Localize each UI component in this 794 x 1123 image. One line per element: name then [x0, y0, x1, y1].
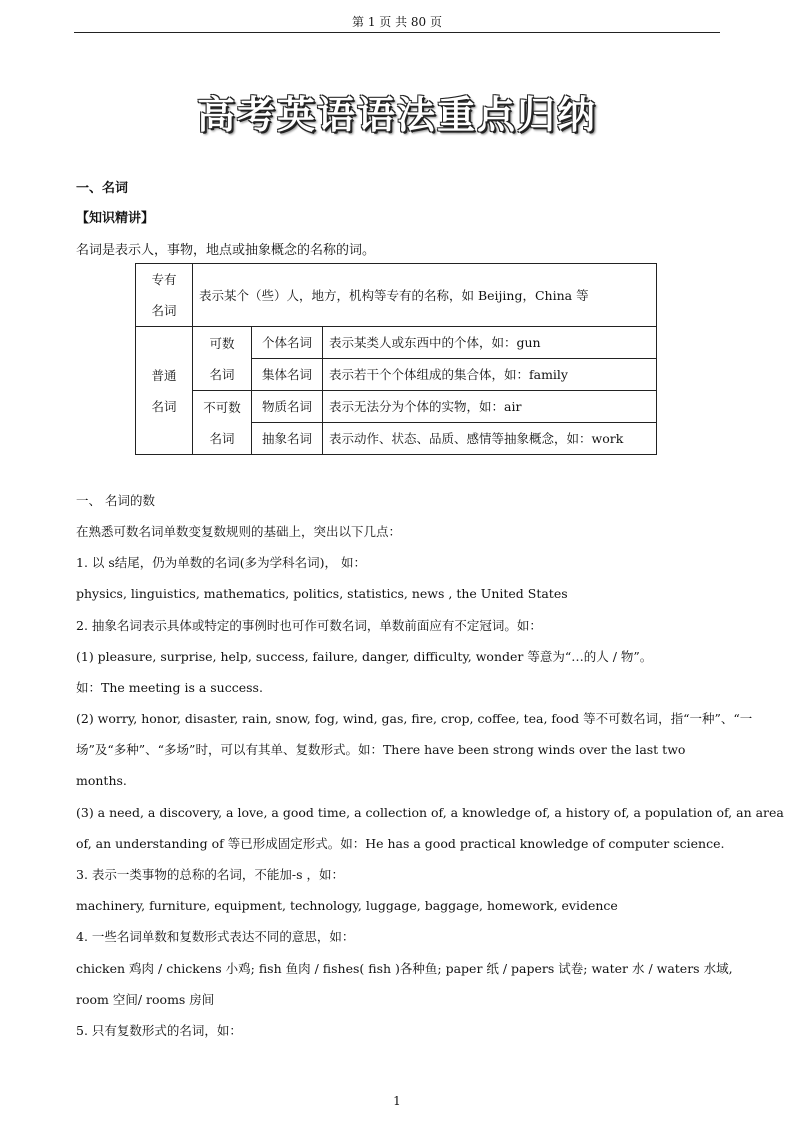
noun-classification-table [135, 263, 657, 455]
proper-noun-description: 表示某个（些）人，地方，机构等专有的名称，如 Beijing，China 等 [193, 264, 657, 327]
body-line: physics, linguistics, mathematics, politics, statistics, news , the United States [76, 586, 568, 601]
document-title: 高考英语语法重点归纳 [196, 92, 597, 137]
proper-label-line: 专有 [151, 272, 177, 287]
proper-label-line: 名词 [151, 303, 177, 318]
countable-label-line: 名词 [209, 366, 235, 382]
common-label-line: 普通 [151, 367, 177, 383]
body-line: (1) pleasure, surprise, help, success, failure, danger, difficulty, wonder 等意为“…的人 / 物”。 [76, 649, 653, 664]
countable-label-line: 可数 [209, 335, 235, 351]
proper-noun-label [136, 264, 193, 327]
individual-noun-label: 个体名词 [252, 327, 323, 359]
body-line: 5. 只有复数形式的名词，如： [76, 1023, 242, 1038]
common-noun-label [136, 327, 193, 455]
common-label-line: 名词 [151, 398, 177, 414]
body-line: (2) worry, honor, disaster, rain, snow, fog, wind, gas, fire, crop, coffee, tea, food 等不可数名词，指“一种”、“一 [76, 711, 753, 726]
section-heading-nouns: 一、名词 [76, 181, 129, 196]
individual-noun-description: 表示某类人或东西中的个体，如：gun [323, 327, 657, 359]
body-line: (3) a need, a discovery, a love, a good time, a collection of, a knowledge of, a history of, a population of, an area [76, 805, 784, 820]
uncountable-label-line: 不可数 [203, 399, 241, 415]
body-line: 2. 抽象名词表示具体或特定的事例时也可作可数名词，单数前面应有不定冠词。如： [76, 618, 542, 633]
body-line: room 空间/ rooms 房间 [76, 992, 215, 1007]
table-row [136, 391, 657, 423]
page-footer [0, 1094, 794, 1108]
uncountable-label [193, 391, 252, 455]
collective-noun-description: 表示若干个个体组成的集合体，如：family [323, 359, 657, 391]
body-line: 1. 以 s结尾，仍为单数的名词(多为学科名词)， 如： [76, 555, 367, 570]
body-line: machinery, furniture, equipment, technology, luggage, baggage, homework, evidence [76, 898, 618, 913]
body-line: 一、 名词的数 [76, 493, 155, 508]
abstract-noun-description: 表示动作、状态、品质、感情等抽象概念，如：work [323, 423, 657, 455]
page-header [74, 12, 720, 33]
page-info: 第 1 页 共 80 页 [352, 15, 442, 29]
body-line: of, an understanding of 等已形成固定形式。如：He has a good practical knowledge of computer science. [76, 836, 725, 851]
table-row [136, 264, 657, 327]
uncountable-label-line: 名词 [209, 430, 235, 446]
body-line: 4. 一些名词单数和复数形式表达不同的意思，如： [76, 929, 355, 944]
body-line: months. [76, 773, 127, 788]
body-line: 如：The meeting is a success. [76, 680, 263, 695]
countable-label [193, 327, 252, 391]
knowledge-heading: 【知识精讲】 [76, 211, 155, 226]
abstract-noun-label: 抽象名词 [252, 423, 323, 455]
body-line: 3. 表示一类事物的总称的名词，不能加-s ，如： [76, 867, 345, 882]
table-row [136, 327, 657, 359]
body-line: 在熟悉可数名词单数变复数规则的基础上，突出以下几点： [76, 524, 402, 539]
material-noun-description: 表示无法分为个体的实物，如：air [323, 391, 657, 423]
material-noun-label: 物质名词 [252, 391, 323, 423]
body-line: 场”及“多种”、“多场”时，可以有其单、复数形式。如：There have been strong winds over the last two [76, 742, 686, 757]
noun-definition: 名词是表示人，事物，地点或抽象概念的名称的词。 [76, 243, 376, 258]
body-line: chicken 鸡肉 / chickens 小鸡; fish 鱼肉 / fishes( fish )各种鱼; paper 纸 / papers 试卷; water 水 / waters 水域, [76, 961, 733, 976]
collective-noun-label: 集体名词 [252, 359, 323, 391]
page-number: 1 [393, 1094, 401, 1108]
